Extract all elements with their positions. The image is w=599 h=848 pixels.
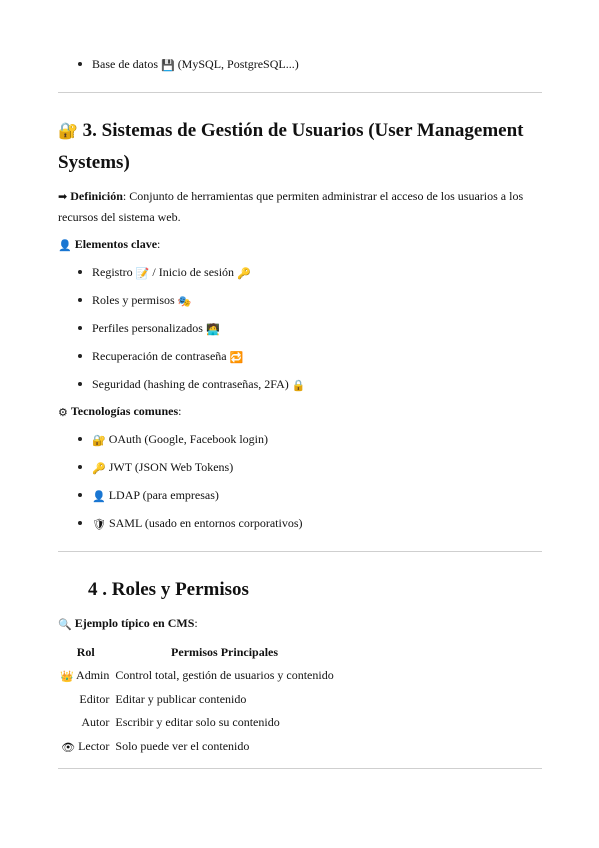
right-arrow-icon: ➡	[58, 190, 68, 203]
role-cell: 👑 Admin	[60, 668, 110, 684]
list-item: Recuperación de contraseña 🔁	[58, 342, 305, 370]
role-cell: 👁 Lector	[61, 738, 110, 754]
user-silhouette-icon: 👤	[58, 239, 72, 252]
floppy-disk-icon: 💾	[160, 59, 175, 72]
list-item: 👤 LDAP (para empresas)	[58, 481, 303, 509]
technologies-list	[58, 425, 303, 537]
list-item: 🔐 OAuth (Google, Facebook login)	[58, 425, 303, 453]
list-item: 🛡 SAML (usado en entornos corporativos)	[58, 509, 303, 537]
crown-icon: 👑	[60, 670, 74, 684]
key-icon: 🔑	[237, 267, 251, 280]
role-cell: Editor	[79, 691, 110, 706]
definition-label: Definición	[70, 189, 123, 203]
technologist-icon: 🧑‍💻	[205, 323, 220, 336]
elements-label: 👤 Elementos clave:	[58, 237, 161, 252]
table-header-row	[58, 640, 336, 664]
list-item: Seguridad (hashing de contraseñas, 2FA) 🔒	[58, 370, 305, 398]
divider	[58, 551, 542, 552]
column-header-rol: Rol	[76, 644, 95, 659]
key-icon: 🔑	[92, 462, 106, 475]
lock-icon: 🔒	[291, 379, 306, 392]
divider	[58, 92, 542, 93]
shield-icon: 🛡	[92, 518, 106, 531]
divider	[58, 768, 542, 769]
table-row	[58, 664, 336, 688]
list-item: Base de datos 💾 (MySQL, PostgreSQL...)	[58, 50, 299, 78]
technologies-label: ⚙ Tecnologías comunes:	[58, 404, 182, 419]
lock-with-key-icon: 🔐	[58, 121, 78, 140]
elements-list	[58, 258, 305, 398]
roles-table	[58, 640, 336, 758]
role-cell: Autor	[81, 715, 110, 730]
memo-icon: 📝	[135, 267, 150, 280]
example-label: 🔍 Ejemplo típico en CMS:	[58, 616, 198, 631]
list-item: Roles y permisos 🎭	[58, 286, 305, 314]
permissions-cell: Editar y publicar contenido	[115, 691, 247, 706]
table-row	[58, 688, 336, 712]
list-item: Registro 📝 / Inicio de sesión 🔑	[58, 258, 305, 286]
user-silhouette-icon: 👤	[92, 490, 106, 503]
repeat-icon: 🔁	[229, 351, 244, 364]
list-item: 🔑 JWT (JSON Web Tokens)	[58, 453, 303, 481]
column-header-permisos: Permisos Principales	[171, 644, 279, 659]
permissions-cell: Control total, gestión de usuarios y contenido	[115, 668, 334, 683]
list-item: Perfiles personalizados 🧑‍💻	[58, 314, 305, 342]
table-row	[58, 735, 336, 759]
permissions-cell: Escribir y editar solo su contenido	[115, 715, 280, 730]
magnifier-icon: 🔍	[58, 618, 72, 631]
section-3-title: 🔐 3. Sistemas de Gestión de Usuarios (User Management Systems)	[58, 120, 524, 173]
definition-paragraph: ➡ Definición: Conjunto de herramientas que permiten administrar el acceso de los usuarios a los recursos del sistema web.	[58, 189, 524, 224]
section-4-title: 4 . Roles y Permisos	[88, 579, 249, 600]
masks-icon: 🎭	[177, 295, 192, 308]
top-list	[58, 50, 299, 78]
lock-with-key-icon: 🔐	[92, 434, 106, 447]
gear-icon: ⚙	[58, 406, 68, 419]
table-row	[58, 711, 336, 735]
eye-icon: 👁	[61, 740, 76, 754]
permissions-cell: Solo puede ver el contenido	[115, 738, 250, 753]
